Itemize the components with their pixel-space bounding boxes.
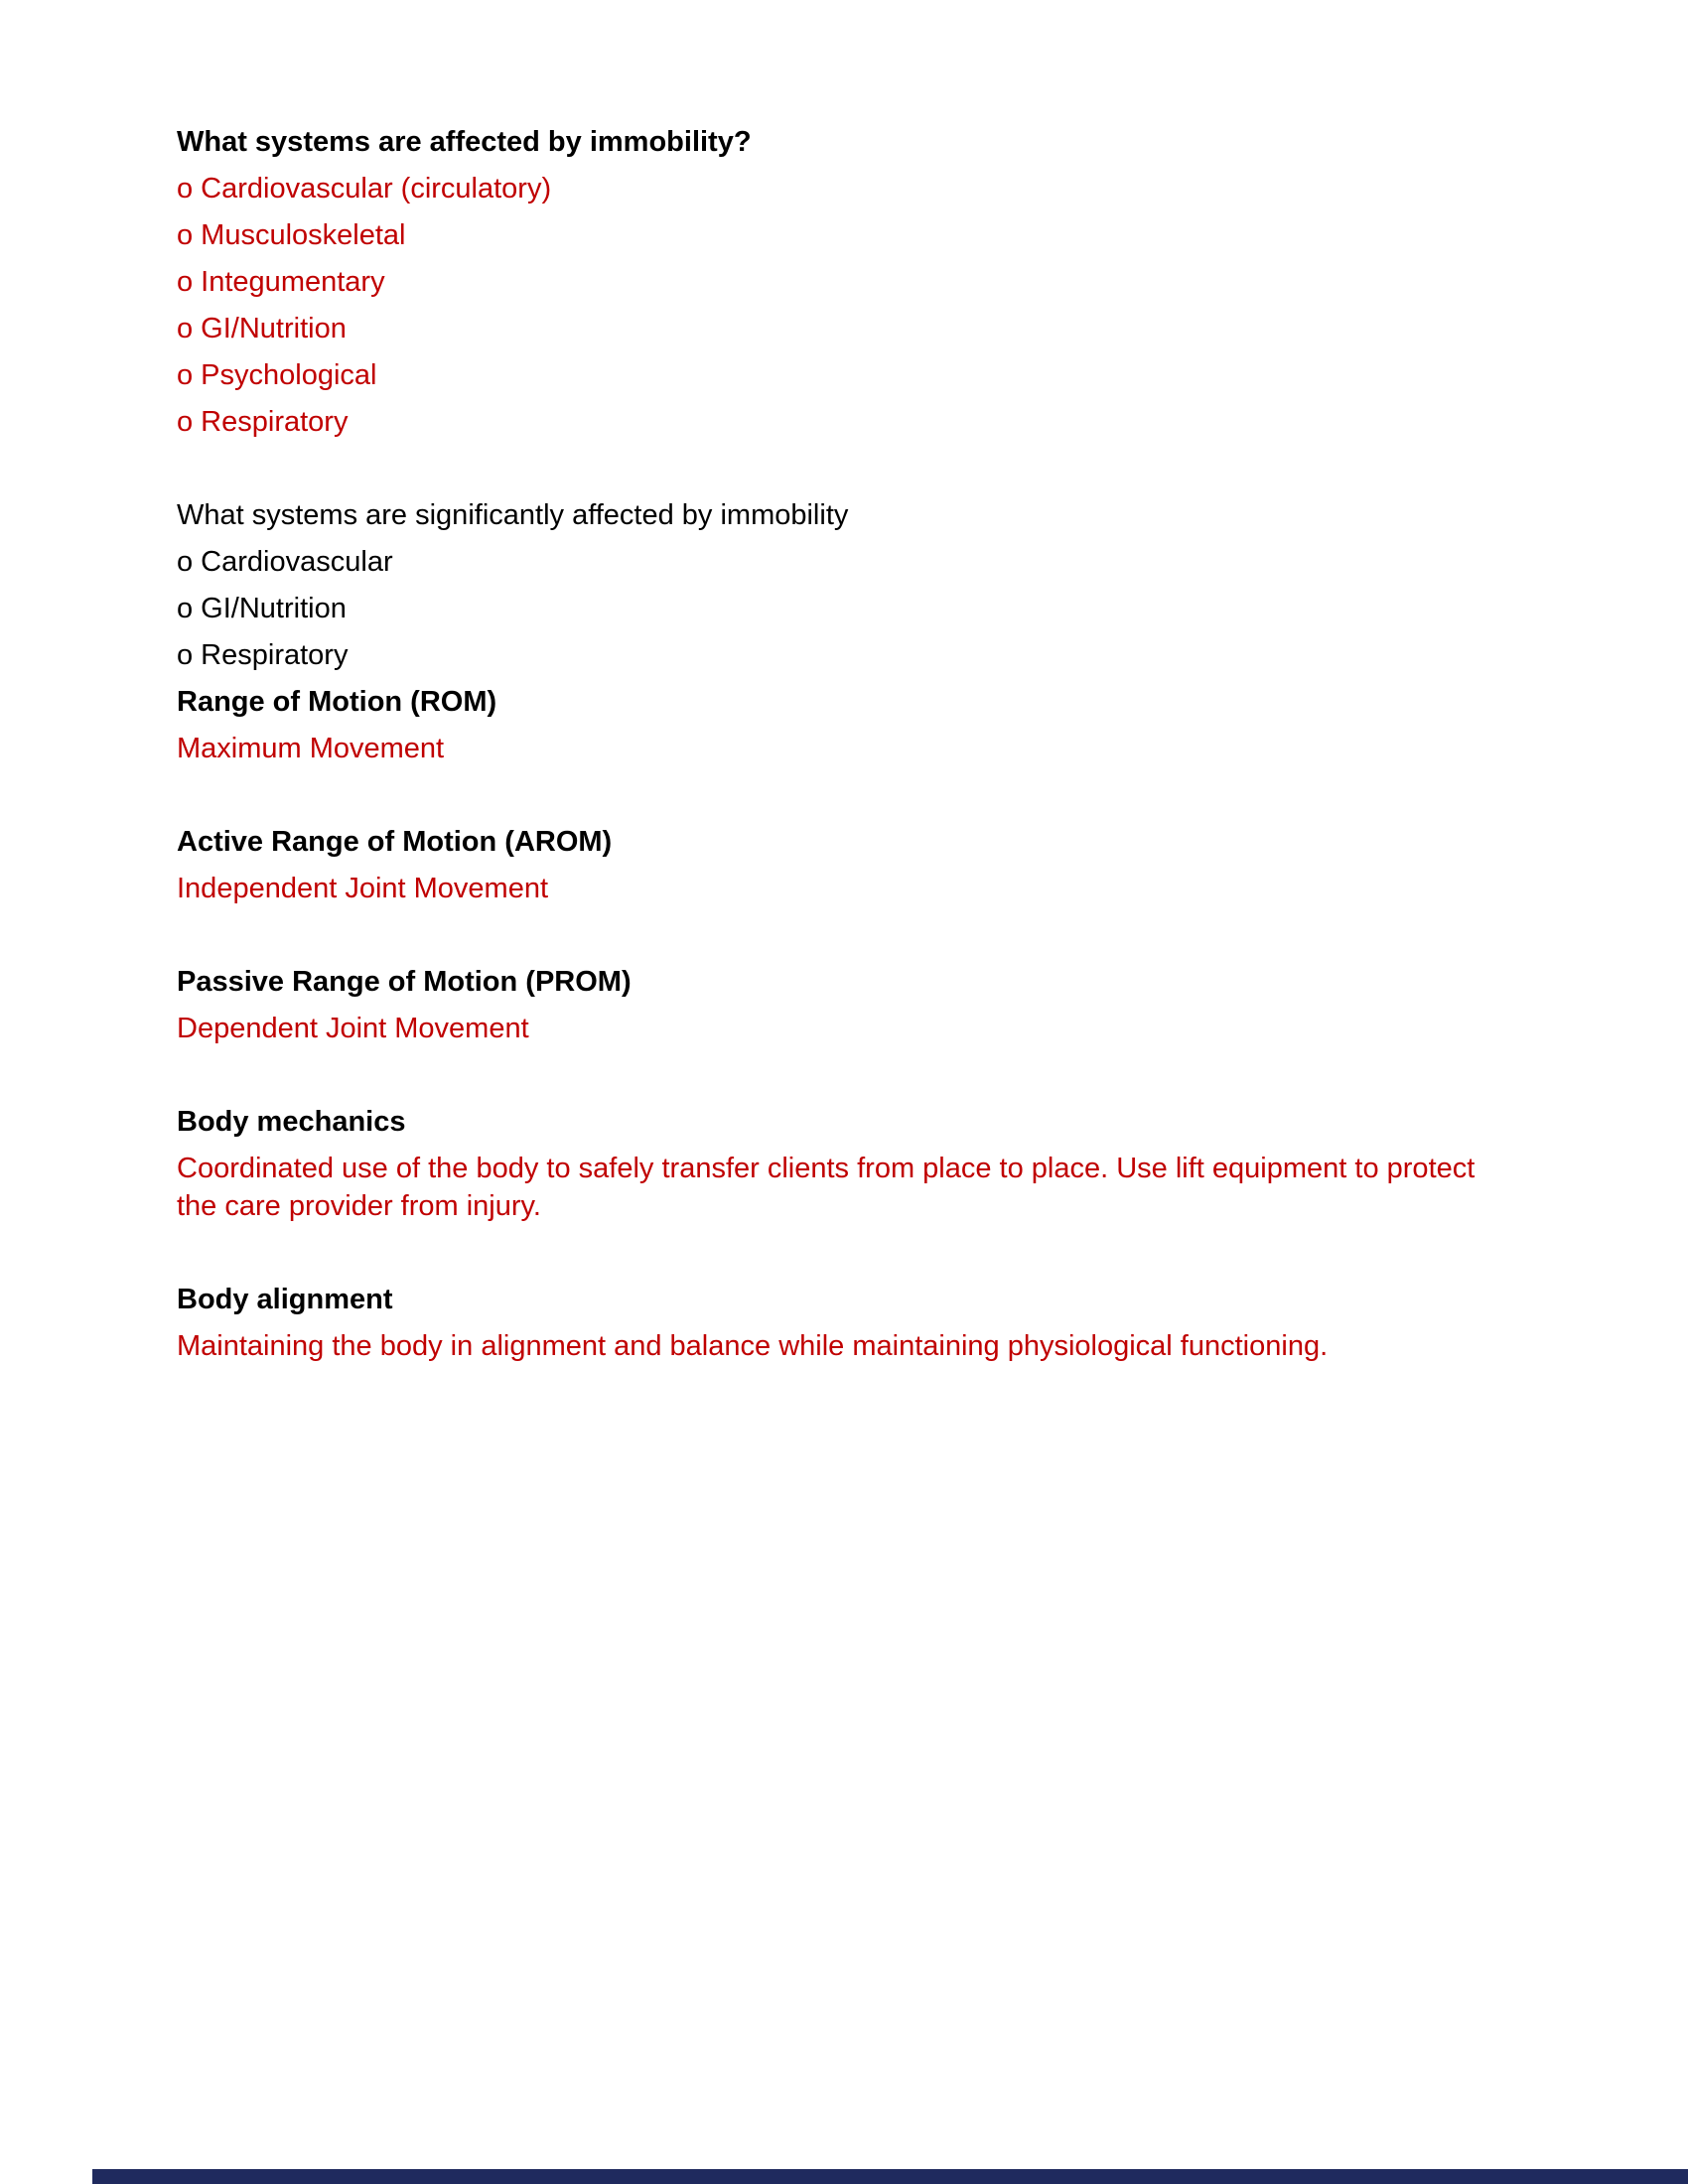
blank-line bbox=[177, 1234, 1527, 1281]
answer-line: o Respiratory bbox=[177, 639, 349, 671]
answer-paragraph: Coordinated use of the body to safely transfer clients from place to place. Use lift equipment to protect the care provider from injury. bbox=[177, 1153, 1476, 1222]
document-content bbox=[177, 123, 1527, 1374]
answer-line: o Integumentary bbox=[177, 266, 385, 298]
answer-line: Independent Joint Movement bbox=[177, 873, 549, 904]
question-heading: Body mechanics bbox=[177, 1106, 406, 1138]
question-heading: What systems are significantly affected by immobility bbox=[177, 499, 849, 531]
answer-line: o GI/Nutrition bbox=[177, 593, 347, 624]
answer-line: o Musculoskeletal bbox=[177, 219, 406, 251]
question-heading: Passive Range of Motion (PROM) bbox=[177, 966, 632, 998]
question-heading: What systems are affected by immobility? bbox=[177, 126, 752, 158]
answer-paragraph: Maintaining the body in alignment and balance while maintaining physiological functioning. bbox=[177, 1330, 1329, 1362]
blank-line bbox=[177, 450, 1527, 496]
qa-section-body-alignment bbox=[177, 1281, 1527, 1365]
answer-line: Dependent Joint Movement bbox=[177, 1013, 529, 1044]
qa-section-body-mechanics bbox=[177, 1103, 1527, 1225]
answer-line: o Psychological bbox=[177, 359, 377, 391]
footer-bar bbox=[92, 2169, 1688, 2184]
answer-line: o Cardiovascular bbox=[177, 546, 393, 578]
qa-section-rom bbox=[177, 683, 1527, 767]
question-heading: Active Range of Motion (AROM) bbox=[177, 826, 613, 858]
question-heading: Range of Motion (ROM) bbox=[177, 686, 497, 718]
blank-line bbox=[177, 916, 1527, 963]
answer-line: o Cardiovascular (circulatory) bbox=[177, 173, 552, 205]
qa-section-significantly-affected bbox=[177, 496, 1527, 674]
blank-line bbox=[177, 1056, 1527, 1103]
answer-line: o GI/Nutrition bbox=[177, 313, 347, 344]
qa-section-arom bbox=[177, 823, 1527, 907]
qa-section-affected-systems bbox=[177, 123, 1527, 441]
answer-line: Maximum Movement bbox=[177, 733, 445, 764]
blank-line bbox=[177, 776, 1527, 823]
question-heading: Body alignment bbox=[177, 1284, 393, 1315]
answer-line: o Respiratory bbox=[177, 406, 349, 438]
qa-section-prom bbox=[177, 963, 1527, 1047]
